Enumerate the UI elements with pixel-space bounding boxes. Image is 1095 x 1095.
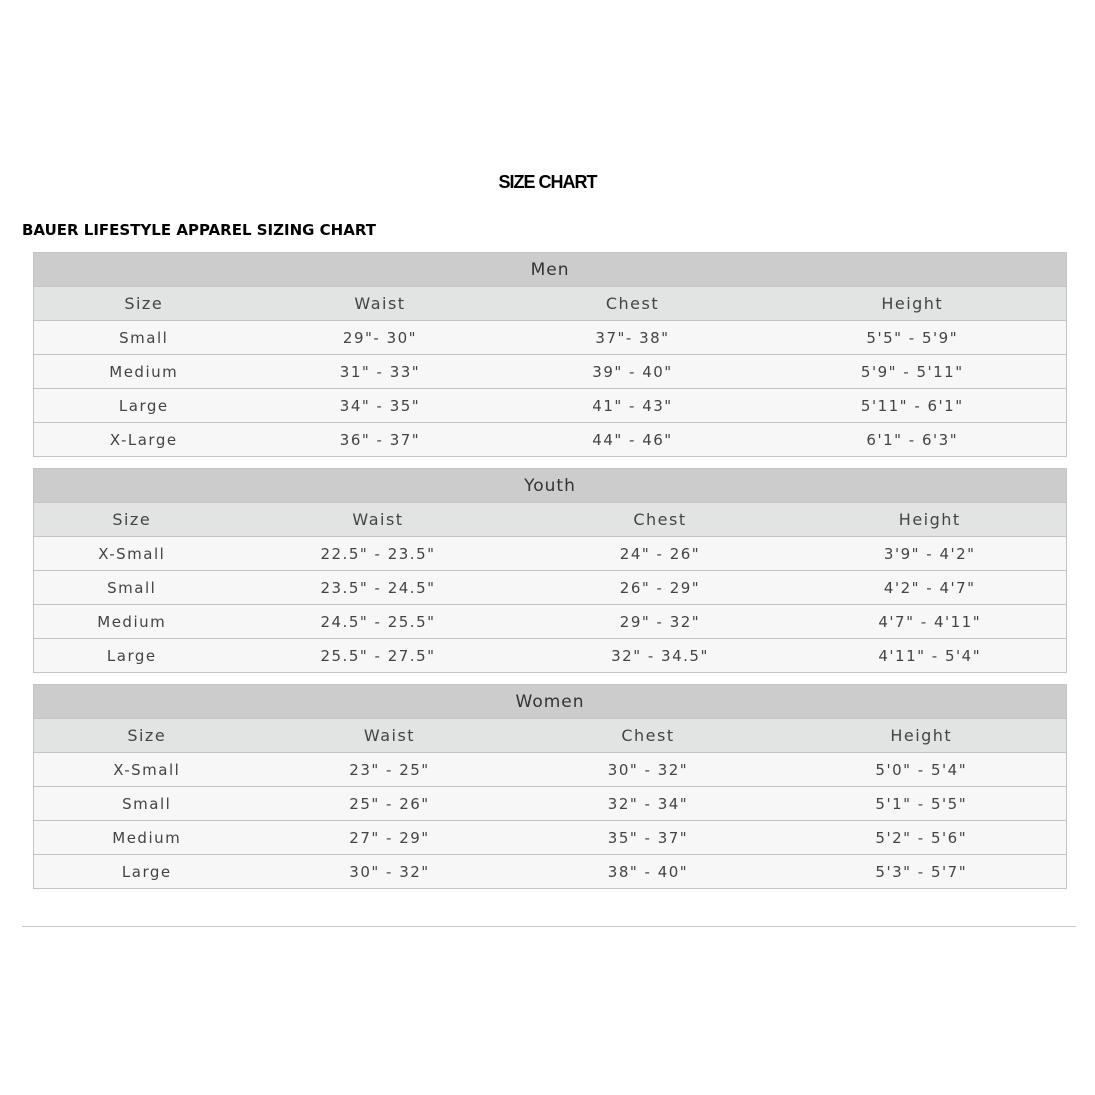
table-row xyxy=(34,787,1067,821)
chest-cell: 35" - 37" xyxy=(520,821,777,855)
column-header-waist: Waist xyxy=(230,503,527,537)
chest-cell: 39" - 40" xyxy=(507,355,759,389)
waist-cell: 30" - 32" xyxy=(260,855,520,889)
waist-cell: 31" - 33" xyxy=(254,355,507,389)
column-header-waist: Waist xyxy=(260,719,520,753)
height-cell: 5'5" - 5'9" xyxy=(759,321,1067,355)
waist-cell: 24.5" - 25.5" xyxy=(230,605,527,639)
column-header-chest: Chest xyxy=(527,503,794,537)
size-cell: Medium xyxy=(34,821,260,855)
height-cell: 4'7" - 4'11" xyxy=(794,605,1067,639)
waist-cell: 27" - 29" xyxy=(260,821,520,855)
chart-heading: BAUER LIFESTYLE APPAREL SIZING CHART xyxy=(22,221,376,239)
table-group-title: Youth xyxy=(34,469,1067,503)
table-header-row xyxy=(34,503,1067,537)
page-title: SIZE CHART xyxy=(498,172,597,192)
table-row xyxy=(34,605,1067,639)
size-cell: Small xyxy=(34,787,260,821)
table-header-row xyxy=(34,719,1067,753)
height-cell: 5'3" - 5'7" xyxy=(777,855,1067,889)
table-row xyxy=(34,537,1067,571)
waist-cell: 29"- 30" xyxy=(254,321,507,355)
column-header-chest: Chest xyxy=(520,719,777,753)
column-header-size: Size xyxy=(34,287,254,321)
table-group-row xyxy=(34,253,1067,287)
size-cell: Large xyxy=(34,639,230,673)
height-cell: 5'0" - 5'4" xyxy=(777,753,1067,787)
table-header-row xyxy=(34,287,1067,321)
height-cell: 4'2" - 4'7" xyxy=(794,571,1067,605)
table-row xyxy=(34,753,1067,787)
size-cell: Small xyxy=(34,571,230,605)
waist-cell: 36" - 37" xyxy=(254,423,507,457)
height-cell: 4'11" - 5'4" xyxy=(794,639,1067,673)
chest-cell: 32" - 34" xyxy=(520,787,777,821)
size-cell: Medium xyxy=(34,355,254,389)
table-row xyxy=(34,821,1067,855)
chest-cell: 29" - 32" xyxy=(527,605,794,639)
table-row xyxy=(34,639,1067,673)
size-cell: Large xyxy=(34,855,260,889)
men-size-table xyxy=(33,252,1067,457)
women-size-table xyxy=(33,684,1067,889)
chest-cell: 37"- 38" xyxy=(507,321,759,355)
size-cell: X-Small xyxy=(34,537,230,571)
table-row xyxy=(34,855,1067,889)
size-cell: Medium xyxy=(34,605,230,639)
size-cell: X-Large xyxy=(34,423,254,457)
chest-cell: 32" - 34.5" xyxy=(527,639,794,673)
height-cell: 3'9" - 4'2" xyxy=(794,537,1067,571)
column-header-size: Size xyxy=(34,503,230,537)
youth-size-table xyxy=(33,468,1067,673)
height-cell: 5'2" - 5'6" xyxy=(777,821,1067,855)
height-cell: 5'9" - 5'11" xyxy=(759,355,1067,389)
chest-cell: 44" - 46" xyxy=(507,423,759,457)
chest-cell: 38" - 40" xyxy=(520,855,777,889)
column-header-waist: Waist xyxy=(254,287,507,321)
table-row xyxy=(34,355,1067,389)
table-group-row xyxy=(34,685,1067,719)
chest-cell: 30" - 32" xyxy=(520,753,777,787)
waist-cell: 22.5" - 23.5" xyxy=(230,537,527,571)
table-group-title: Men xyxy=(34,253,1067,287)
waist-cell: 23" - 25" xyxy=(260,753,520,787)
column-header-height: Height xyxy=(777,719,1067,753)
table-row xyxy=(34,423,1067,457)
column-header-chest: Chest xyxy=(507,287,759,321)
waist-cell: 25" - 26" xyxy=(260,787,520,821)
height-cell: 5'1" - 5'5" xyxy=(777,787,1067,821)
table-row xyxy=(34,571,1067,605)
chest-cell: 26" - 29" xyxy=(527,571,794,605)
divider xyxy=(22,926,1076,927)
size-cell: Large xyxy=(34,389,254,423)
waist-cell: 34" - 35" xyxy=(254,389,507,423)
table-row xyxy=(34,321,1067,355)
chest-cell: 24" - 26" xyxy=(527,537,794,571)
size-cell: Small xyxy=(34,321,254,355)
height-cell: 5'11" - 6'1" xyxy=(759,389,1067,423)
chest-cell: 41" - 43" xyxy=(507,389,759,423)
column-header-height: Height xyxy=(759,287,1067,321)
height-cell: 6'1" - 6'3" xyxy=(759,423,1067,457)
column-header-size: Size xyxy=(34,719,260,753)
table-group-row xyxy=(34,469,1067,503)
table-group-title: Women xyxy=(34,685,1067,719)
column-header-height: Height xyxy=(794,503,1067,537)
table-row xyxy=(34,389,1067,423)
size-cell: X-Small xyxy=(34,753,260,787)
waist-cell: 23.5" - 24.5" xyxy=(230,571,527,605)
waist-cell: 25.5" - 27.5" xyxy=(230,639,527,673)
